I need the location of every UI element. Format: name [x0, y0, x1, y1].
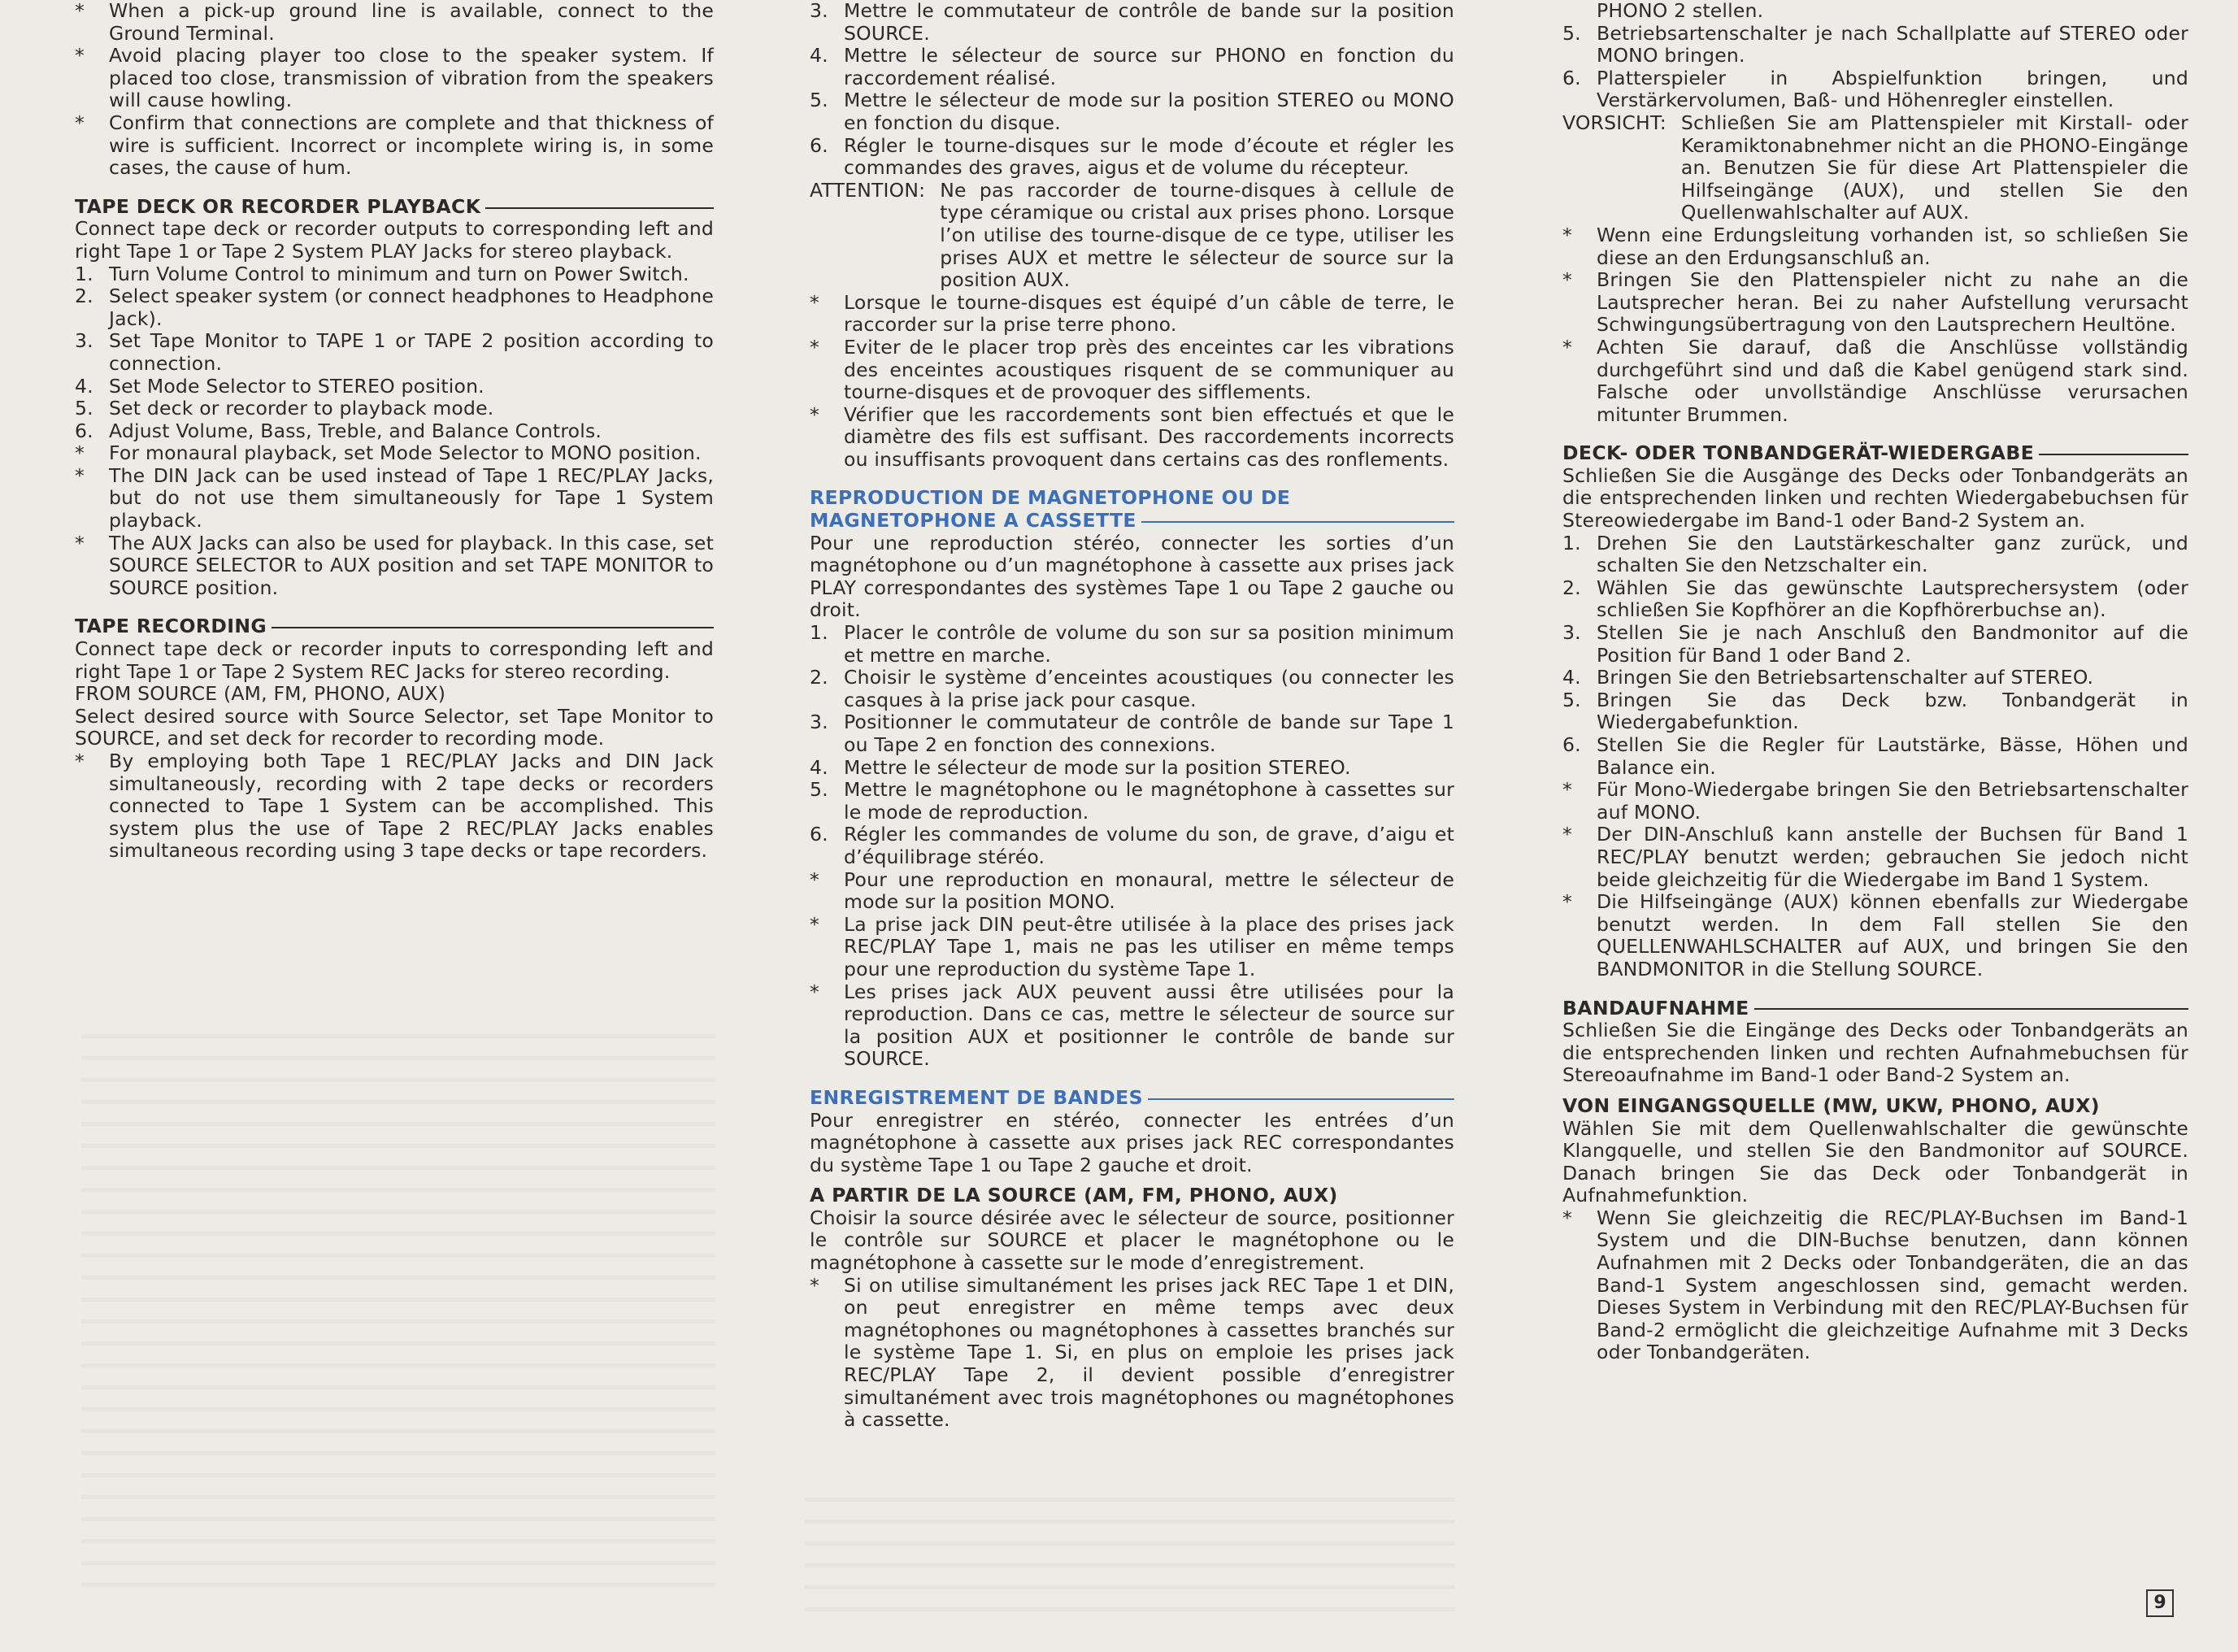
item-marker: * — [75, 463, 85, 487]
item-text: Betriebsartenschalter je nach Schallplatte auf STEREO oder MONO bringen. — [1597, 21, 2188, 67]
item-text: Bringen Sie das Deck bzw. Tonbandgerät in Wiedergabefunktion. — [1597, 688, 2188, 734]
item-marker: 4. — [1562, 666, 1581, 689]
item-text: Vérifier que les raccordements sont bien effectués et que le diamètre des fils est suffisant. Des raccordements incorrects ou insuffisants provoquent dans certains cas des ronflements. — [844, 402, 1454, 471]
item-text: Bringen Sie den Plattenspieler nicht zu nahe an die Lautsprecher heran. Bei zu naher Aufstellung verursacht Schwingungsübertragung von den Lautsprechern Heultöne. — [1597, 268, 2188, 337]
item-marker: * — [1562, 223, 1572, 246]
list-item — [810, 135, 1454, 180]
list-item — [75, 750, 714, 863]
english-column — [75, 0, 714, 863]
enregistrement-notes — [810, 1275, 1454, 1432]
reproduction-intro: Pour une reproduction stéréo, connecter les sorties d’un magnétophone ou d’un magnétophone à cassette aux prises jack PLAY correspondantes des systèmes Tape 1 ou Tape 2 gauche ou droit. — [810, 531, 1454, 622]
item-text: Mettre le magnétophone ou le magnétophone à cassettes sur le mode de reproduction. — [844, 778, 1454, 824]
list-item — [75, 465, 714, 533]
item-marker: 6. — [1562, 733, 1581, 756]
wiedergabe-intro: Schließen Sie die Ausgänge des Decks oder Tonbandgeräts an die entsprechenden linken und rechten Wiedergabebuchsen für Stereowiedergabe im Band-1 oder Band-2 System an. — [1562, 463, 2188, 533]
phono-steps-fr — [810, 0, 1454, 180]
item-marker: 3. — [75, 329, 93, 353]
item-text: Choisir le système d’enceintes acoustiques (ou connecter les casques à la prise jack pour casque. — [844, 666, 1454, 711]
list-item — [1562, 779, 2188, 824]
item-marker: * — [810, 335, 819, 359]
item-marker: 6. — [810, 823, 828, 846]
list-item — [75, 0, 714, 45]
item-text: Drehen Sie den Lautstärkeschalter ganz zurück, und schalten Sie den Netzschalter ein. — [1597, 531, 2188, 577]
item-marker: * — [810, 912, 819, 936]
vorsicht-text: Schließen Sie am Plattenspieler mit Kirstall- oder Keramiktonabnehmer nicht an die PHONO-Eingänge an. Benutzen Sie für diese Art Plattenspieler die Hilfseingänge (AUX), und stellen Sie den Quellenwahlschalter auf AUX. — [1680, 111, 2188, 224]
show-through-text — [805, 1480, 1455, 1626]
from-source-text: Select desired source with Source Selector, set Tape Monitor to SOURCE, and set deck for recorder to recording mode. — [75, 704, 714, 750]
attention-label: ATTENTION: — [810, 178, 926, 202]
list-item — [75, 442, 714, 465]
item-marker: 3. — [1562, 621, 1581, 645]
item-marker: 4. — [810, 755, 828, 779]
heading-rule — [272, 627, 714, 628]
list-item — [1562, 667, 2188, 689]
list-item — [1562, 269, 2188, 337]
vorsicht-label: VORSICHT: — [1562, 111, 1667, 134]
a-partir-text: Choisir la source désirée avec le sélecteur de source, positionner le contrôle sur SOURCE et placer le magnétophone ou le magnétophone à cassette sur le mode d’enregistrement. — [810, 1206, 1454, 1275]
page-number: 9 — [2146, 1589, 2174, 1617]
list-item — [1562, 689, 2188, 734]
item-text: Adjust Volume, Bass, Treble, and Balance Controls. — [109, 419, 602, 442]
item-marker: * — [810, 402, 819, 426]
phono-notes-de — [1562, 224, 2188, 426]
playback-intro: Connect tape deck or recorder outputs to corresponding left and right Tape 1 or Tape 2 System PLAY Jacks for stereo playback. — [75, 217, 714, 263]
list-item — [1562, 577, 2188, 622]
item-text: Wenn eine Erdungsleitung vorhanden ist, so schließen Sie diese an den Erdungsanschluß an. — [1597, 223, 2188, 269]
playback-heading: TAPE DECK OR RECORDER PLAYBACK — [75, 196, 714, 219]
item-text: The AUX Jacks can also be used for playback. In this case, set SOURCE SELECTOR to AUX position and set TAPE MONITOR to SOURCE position. — [109, 531, 714, 599]
reproduction-heading: MAGNETOPHONE A CASSETTE — [810, 510, 1454, 533]
item-marker: * — [75, 0, 85, 22]
item-marker: 5. — [810, 778, 828, 802]
phono-steps-de — [1562, 23, 2188, 112]
list-item — [1562, 734, 2188, 779]
heading-rule — [1148, 1098, 1454, 1100]
item-marker: 6. — [1562, 66, 1581, 89]
list-item — [810, 869, 1454, 914]
phono-notes-fr — [810, 292, 1454, 472]
item-marker: 4. — [810, 44, 828, 67]
item-text: Régler le tourne-disques sur le mode d’écoute et régler les commandes des graves, aigus et de volume du récepteur. — [844, 133, 1454, 180]
item-marker: 5. — [75, 397, 93, 420]
item-marker: 3. — [810, 0, 828, 22]
list-item — [810, 914, 1454, 981]
item-text: Die Hilfseingänge (AUX) können ebenfalls zur Wiedergabe benutzt werden. In dem Fall stellen Sie den QUELLENWAHLSCHALTER auf AUX, und bringen Sie den BANDMONITOR in die Stellung SOURCE. — [1597, 890, 2188, 980]
recording-intro: Connect tape deck or recorder inputs to corresponding left and right Tape 1 or Tape 2 System REC Jacks for stereo recording. — [75, 637, 714, 683]
list-item — [1562, 533, 2188, 577]
list-item — [810, 0, 1454, 45]
item-text: Für Mono-Wiedergabe bringen Sie den Betriebsartenschalter auf MONO. — [1597, 778, 2188, 824]
vorsicht-note — [1562, 112, 2188, 224]
enregistrement-heading: ENREGISTREMENT DE BANDES — [810, 1087, 1454, 1110]
item-text: Set Mode Selector to STEREO position. — [109, 374, 485, 398]
list-item — [810, 757, 1454, 780]
item-text: Eviter de le placer trop près des enceintes car les vibrations des enceintes acoustiques risquent de se communiquer au tourne-disques et de provoquer des sifflements. — [844, 335, 1454, 404]
list-item — [75, 263, 714, 286]
bandaufnahme-intro: Schließen Sie die Eingänge des Decks oder Tonbandgeräts an die entsprechenden linken und rechten Aufnahmebuchsen für Stereoaufnahme im Band-1 oder Band-2 System an. — [1562, 1019, 2188, 1087]
wiedergabe-heading: DECK- ODER TONBANDGERÄT-WIEDERGABE — [1562, 442, 2188, 465]
list-item — [1562, 824, 2188, 891]
item-text: Mettre le commutateur de contrôle de bande sur la position SOURCE. — [844, 0, 1454, 45]
heading-rule — [2039, 454, 2188, 455]
list-item — [1562, 1207, 2188, 1364]
item-text: Platterspieler in Abspielfunktion bringen, und Verstärkervolumen, Baß- und Höhenregler einstellen. — [1597, 66, 2188, 112]
item-text: Mettre le sélecteur de mode sur la position STEREO ou MONO en fonction du disque. — [844, 89, 1454, 134]
list-item — [810, 45, 1454, 89]
item-marker: * — [810, 1273, 819, 1297]
list-item — [75, 285, 714, 330]
list-item — [75, 330, 714, 375]
eingangsquelle-subheading: VON EINGANGSQUELLE (MW, UKW, PHONO, AUX) — [1562, 1093, 2100, 1117]
item-marker: 1. — [810, 621, 828, 645]
recording-notes — [75, 750, 714, 863]
phono-continued: PHONO 2 stellen. — [1597, 0, 1764, 22]
item-text: Bringen Sie den Betriebsartenschalter auf STEREO. — [1597, 666, 2094, 689]
item-text: La prise jack DIN peut-être utilisée à la place des prises jack REC/PLAY Tape 1, mais ne pas les utiliser en même temps pour une reproduction du système Tape 1. — [844, 912, 1454, 980]
list-item — [1562, 622, 2188, 667]
heading-rule — [1754, 1008, 2188, 1010]
show-through-text — [81, 1016, 715, 1602]
item-marker: * — [75, 111, 85, 134]
from-source-subheading: FROM SOURCE (AM, FM, PHONO, AUX) — [75, 682, 446, 706]
item-marker: 2. — [75, 285, 93, 308]
item-text: The DIN Jack can be used instead of Tape 1 REC/PLAY Jacks, but do not use them simultaneously for Tape 1 System playback. — [109, 463, 714, 533]
enregistrement-intro: Pour enregistrer en stéréo, connecter les entrées d’un magnétophone à cassette aux prises jack REC correspondantes du système Tape 1 ou Tape 2 gauche et droit. — [810, 1108, 1454, 1176]
item-marker: * — [1562, 778, 1572, 802]
list-item — [810, 779, 1454, 824]
list-item — [810, 824, 1454, 868]
item-marker: 2. — [810, 666, 828, 689]
item-marker: 4. — [75, 374, 93, 398]
eingangsquelle-text: Wählen Sie mit dem Quellenwahlschalter die gewünschte Klangquelle, und stellen Sie den Bandmonitor auf SOURCE. Danach bringen Sie das Deck oder Tonbandgerät in Aufnahmefunktion. — [1562, 1116, 2188, 1207]
item-text: Lorsque le tourne-disques est équipé d’un câble de terre, le raccorder sur la prise terre phono. — [844, 290, 1454, 337]
item-marker: 6. — [810, 133, 828, 157]
item-text: Les prises jack AUX peuvent aussi être utilisées pour la reproduction. Dans ce cas, mettre le sélecteur de source sur la position AUX et positionner le contrôle de bande sur SOURCE. — [844, 980, 1454, 1071]
item-text: Der DIN-Anschluß kann anstelle der Buchsen für Band 1 REC/PLAY benutzt werden; gebrauchen Sie jedoch nicht beide gleichzeitig für die Wiedergabe im Band 1 System. — [1597, 823, 2188, 891]
item-marker: 6. — [75, 419, 93, 442]
list-item — [1562, 224, 2188, 269]
item-marker: 5. — [810, 89, 828, 112]
attention-note — [810, 180, 1454, 292]
item-marker: 2. — [1562, 576, 1581, 599]
item-marker: * — [810, 290, 819, 314]
item-marker: * — [1562, 268, 1572, 292]
list-item — [810, 1275, 1454, 1432]
list-item — [75, 533, 714, 600]
list-item — [75, 112, 714, 180]
item-marker: * — [75, 531, 85, 554]
item-text: Mettre le sélecteur de source sur PHONO en fonction du raccordement réalisé. — [844, 44, 1454, 89]
heading-rule — [485, 207, 714, 209]
list-item — [75, 45, 714, 112]
item-text: For monaural playback, set Mode Selector to MONO position. — [109, 441, 702, 465]
bandaufnahme-heading: BANDAUFNAHME — [1562, 998, 2188, 1020]
item-text: Set Tape Monitor to TAPE 1 or TAPE 2 position according to connection. — [109, 329, 714, 375]
attention-text: Ne pas raccorder de tourne-disques à cellule de type céramique ou cristal aux prises phono. Lorsque l’on utilise des tourne-disque de ce type, utiliser les prises AUX et mettre le sélecteur de source sur la position AUX. — [940, 178, 1454, 292]
item-text: Positionner le commutateur de contrôle de bande sur Tape 1 ou Tape 2 en fonction des connexions. — [844, 711, 1454, 756]
french-column — [810, 0, 1454, 1432]
item-text: Si on utilise simultanément les prises jack REC Tape 1 et DIN, on peut enregistrer en même temps avec deux magnétophones ou magnétophones à cassettes branchés sur le système Tape 1. Si, en plus on emploie les prises jack REC/PLAY Tape 2, il devient possible d’enregistrer simultanément avec trois magnétophones ou magnétophones à cassette. — [844, 1273, 1454, 1432]
list-item — [75, 376, 714, 398]
item-text: Wählen Sie das gewünschte Lautsprechersystem (oder schließen Sie Kopfhörer an die Kopfhörerbuchse an). — [1597, 576, 2188, 622]
item-marker: 3. — [810, 711, 828, 734]
list-item — [810, 711, 1454, 756]
item-text: Confirm that connections are complete and that thickness of wire is sufficient. Incorrect or incomplete wiring is, in some cases, the cause of hum. — [109, 111, 714, 180]
item-text: Avoid placing player too close to the speaker system. If placed too close, transmission of vibration from the speakers will cause howling. — [109, 44, 714, 112]
list-item — [810, 622, 1454, 667]
reproduction-steps — [810, 622, 1454, 1071]
item-marker: 5. — [1562, 21, 1581, 45]
item-marker: * — [1562, 335, 1572, 359]
item-marker: 5. — [1562, 688, 1581, 711]
item-text: Wenn Sie gleichzeitig die REC/PLAY-Buchsen im Band-1 System und die DIN-Buchse benutzen, dann können Aufnahmen mit 2 Decks oder Tonbandgeräten, die an das Band-1 System angeschlossen sind, gemacht werden. Dieses System in Verbindung mit den REC/PLAY-Buchsen für Band-2 ermöglicht die gleichzeitige Aufnahme mit 3 Decks oder Tonbandgeräten. — [1597, 1206, 2188, 1364]
list-item — [1562, 67, 2188, 112]
item-text: Stellen Sie je nach Anschluß den Bandmonitor auf die Position für Band 1 oder Band 2. — [1597, 621, 2188, 667]
item-text: Régler les commandes de volume du son, de grave, d’aigu et d’équilibrage stéréo. — [844, 823, 1454, 868]
item-text: By employing both Tape 1 REC/PLAY Jacks and DIN Jack simultaneously, recording with 2 tape decks or recorders connected to Tape 1 System can be accomplished. This system plus the use of Tape 2 REC/PLAY Jacks enables simultaneous recording using 3 tape decks or tape recorders. — [109, 750, 714, 863]
list-item — [1562, 337, 2188, 426]
item-marker: * — [75, 441, 85, 465]
item-text: Achten Sie darauf, daß die Anschlüsse vollständig durchgeführt sind und daß die Kabel genügend stark sind. Falsche oder unvollständige Anschlüsse verursachen mitunter Brummen. — [1597, 335, 2188, 426]
recording-heading: TAPE RECORDING — [75, 615, 714, 638]
playback-steps — [75, 263, 714, 600]
item-text: Placer le contrôle de volume du son sur sa position minimum et mettre en marche. — [844, 621, 1454, 667]
item-marker: * — [1562, 890, 1572, 914]
item-marker: * — [1562, 1206, 1572, 1229]
item-text: Turn Volume Control to minimum and turn on Power Switch. — [109, 262, 689, 285]
item-marker: * — [810, 867, 819, 891]
item-marker: * — [810, 980, 819, 1003]
bandaufnahme-notes — [1562, 1207, 2188, 1364]
list-item — [810, 292, 1454, 337]
item-text: Pour une reproduction en monaural, mettre le sélecteur de mode sur la position MONO. — [844, 867, 1454, 914]
list-item — [810, 404, 1454, 472]
wiedergabe-steps — [1562, 533, 2188, 981]
list-item — [1562, 23, 2188, 67]
heading-rule — [1141, 521, 1454, 523]
item-marker: * — [75, 750, 85, 772]
list-item — [75, 420, 714, 443]
a-partir-subheading: A PARTIR DE LA SOURCE (AM, FM, PHONO, AUX) — [810, 1184, 1338, 1207]
list-item — [810, 89, 1454, 134]
item-marker: * — [1562, 823, 1572, 846]
item-text: Stellen Sie die Regler für Lautstärke, Bässe, Höhen und Balance ein. — [1597, 733, 2188, 779]
list-item — [810, 337, 1454, 404]
item-text: When a pick-up ground line is available, connect to the Ground Terminal. — [109, 0, 714, 45]
german-column — [1562, 0, 2188, 1364]
item-text: Mettre le sélecteur de mode sur la position STEREO. — [844, 755, 1351, 779]
item-marker: 1. — [75, 262, 93, 285]
ground-notes-list — [75, 0, 714, 180]
list-item — [1562, 891, 2188, 980]
list-item — [810, 667, 1454, 711]
list-item — [75, 398, 714, 420]
reproduction-heading-line1: REPRODUCTION DE MAGNETOPHONE OU DE — [810, 486, 1291, 510]
item-text: Select speaker system (or connect headphones to Headphone Jack). — [109, 285, 714, 330]
item-marker: 1. — [1562, 531, 1581, 554]
list-item — [810, 981, 1454, 1071]
item-marker: * — [75, 44, 85, 67]
item-text: Set deck or recorder to playback mode. — [109, 397, 494, 420]
